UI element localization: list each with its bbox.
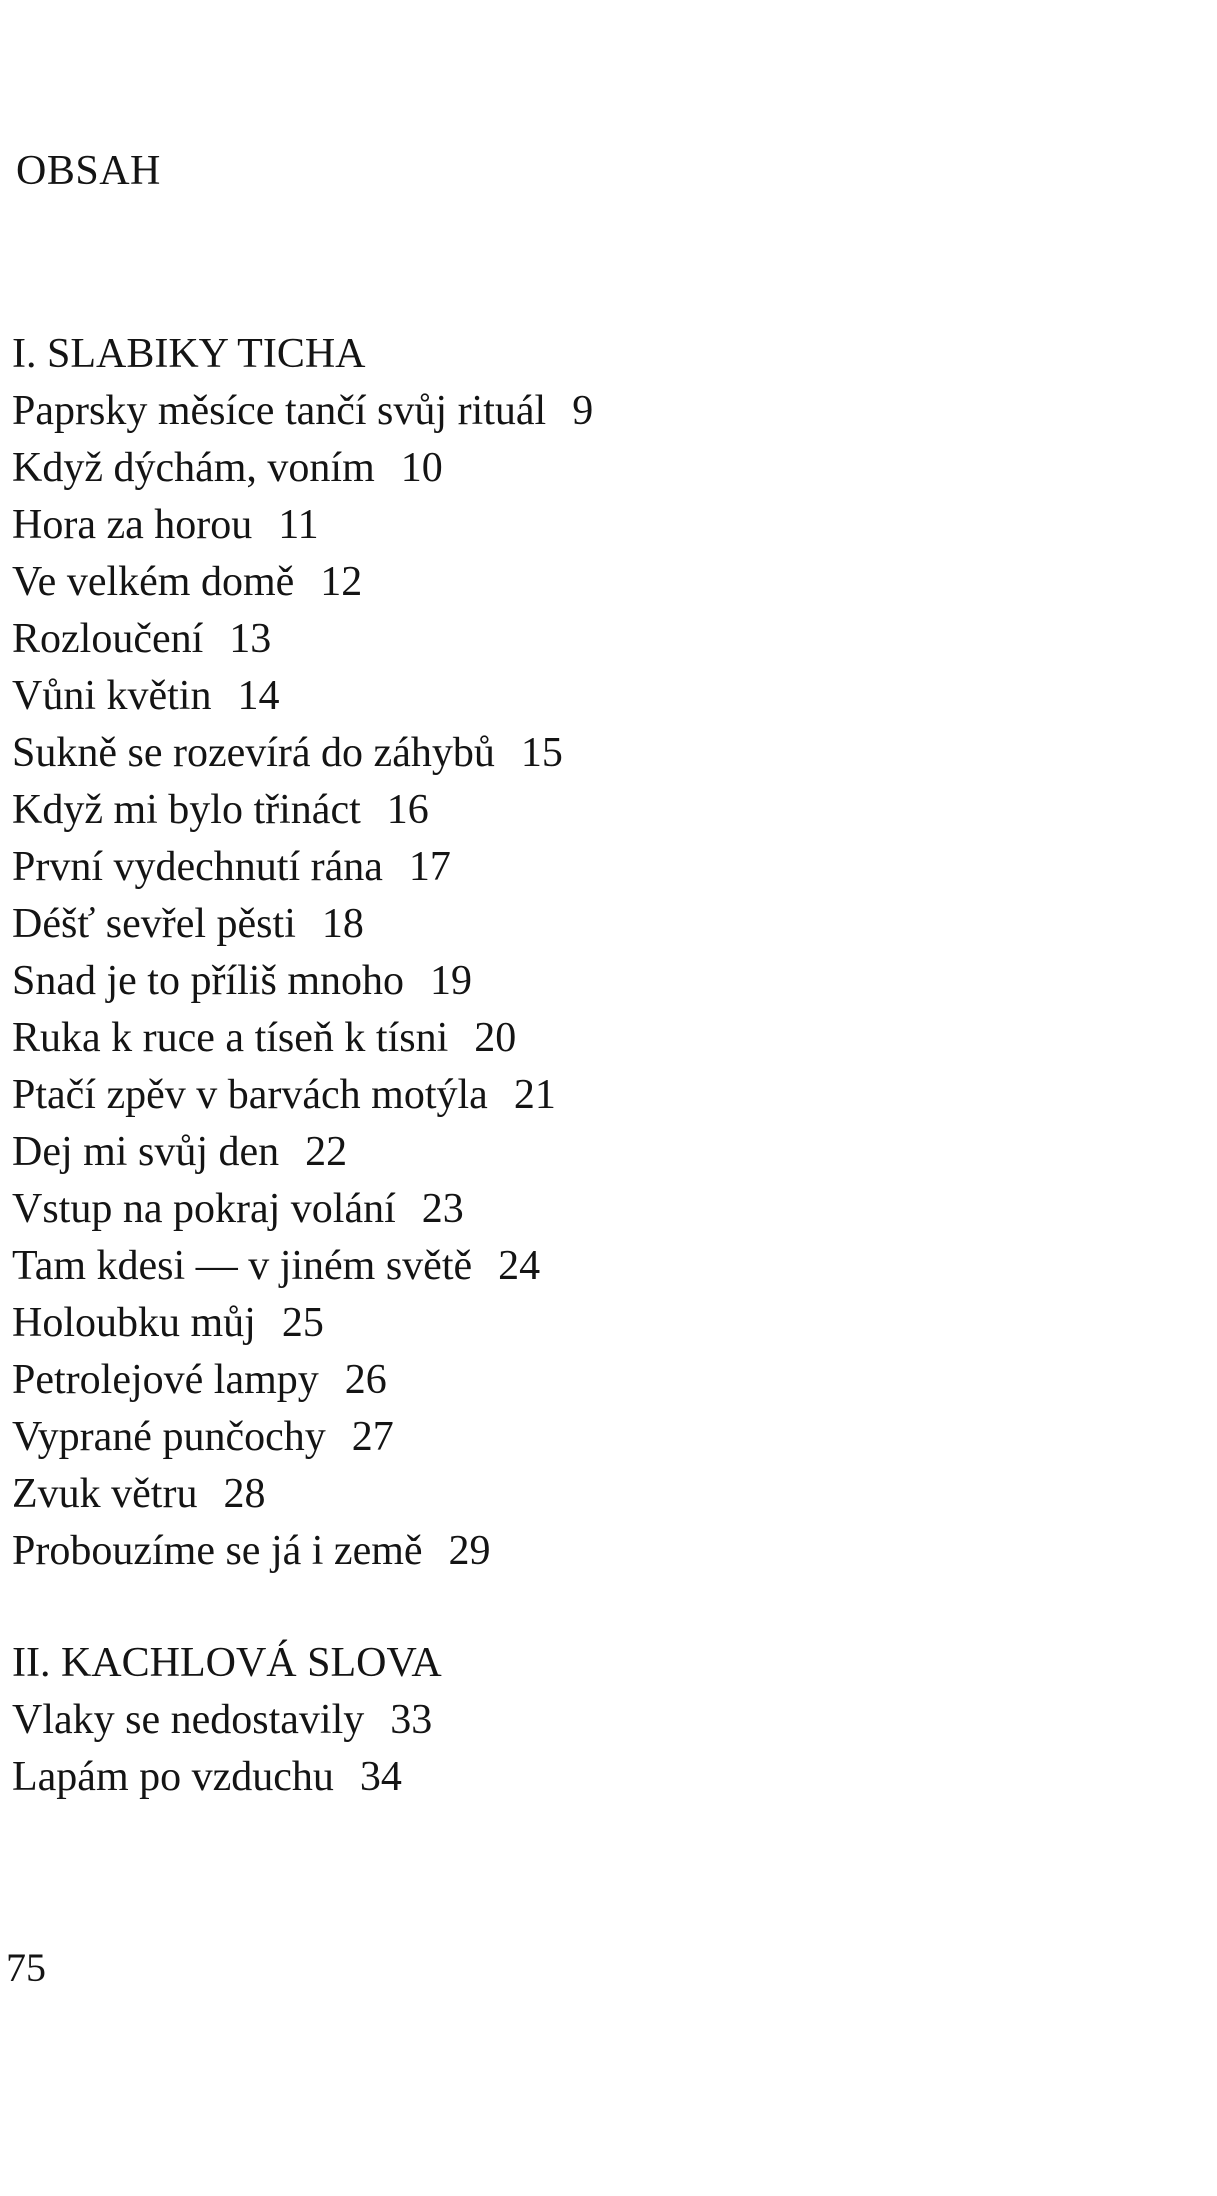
entry-title: Paprsky měsíce tančí svůj rituál [12,388,547,434]
entry-title: Vůni květin [12,673,212,719]
entry-page-number: 13 [229,616,272,662]
entry-title: Holoubku můj [12,1300,256,1346]
toc-entry [12,1409,1192,1466]
entry-title: Vlaky se nedostavily [12,1697,365,1743]
entry-title: Když mi bylo třináct [12,787,361,833]
entry-page-number: 10 [400,445,443,491]
toc-section-1 [12,326,1192,1580]
toc-entry [12,1749,1192,1806]
entry-title: Když dýchám, voním [12,445,375,491]
toc-entry [12,782,1192,839]
entry-title: Petrolejové lampy [12,1357,319,1403]
entry-page-number: 11 [278,502,319,548]
entry-title: První vydechnutí rána [12,844,383,890]
entry-title: Rozloučení [12,616,204,662]
entry-page-number: 34 [359,1754,402,1800]
entry-title: Lapám po vzduchu [12,1754,334,1800]
entry-page-number: 16 [386,787,429,833]
toc-entry [12,497,1192,554]
entry-page-number: 29 [448,1528,491,1574]
entry-page-number: 23 [421,1186,464,1232]
toc-entry [12,1692,1192,1749]
toc-entry [12,1295,1192,1352]
toc-entry [12,1181,1192,1238]
entry-page-number: 27 [351,1414,394,1460]
toc-entry [12,953,1192,1010]
entry-title: Ruka k ruce a tíseň k tísni [12,1015,449,1061]
entry-page-number: 28 [223,1471,266,1517]
entry-page-number: 26 [344,1357,387,1403]
entry-title: Dej mi svůj den [12,1129,280,1175]
entry-page-number: 14 [237,673,280,719]
toc-entry [12,1466,1192,1523]
section-title: II. KACHLOVÁ SLOVA [12,1640,442,1686]
page-number: 75 [6,1945,46,1990]
entry-page-number: 21 [513,1072,556,1118]
section-entries [12,1692,1192,1806]
toc-entry [12,1124,1192,1181]
entry-title: Sukně se rozevírá do záhybů [12,730,495,776]
entry-page-number: 9 [572,388,594,434]
section-title: I. SLABIKY TICHA [12,331,366,377]
toc-entry [12,383,1192,440]
toc-entry [12,896,1192,953]
toc-entry [12,1238,1192,1295]
toc-section-2 [12,1635,1192,1806]
table-of-contents [12,326,1192,1806]
entry-page-number: 20 [474,1015,517,1061]
section-entries [12,383,1192,1580]
entry-page-number: 18 [321,901,364,947]
toc-entry [12,440,1192,497]
entry-page-number: 15 [520,730,563,776]
entry-page-number: 25 [281,1300,324,1346]
entry-title: Vyprané punčochy [12,1414,326,1460]
entry-title: Snad je to příliš mnoho [12,958,404,1004]
entry-title: Hora za horou [12,502,253,548]
toc-entry [12,725,1192,782]
entry-page-number: 33 [390,1697,433,1743]
toc-entry [12,1523,1192,1580]
page-title: OBSAH [16,148,161,194]
entry-page-number: 17 [408,844,451,890]
entry-title: Probouzíme se já i země [12,1528,423,1574]
toc-entry [12,668,1192,725]
entry-page-number: 19 [430,958,472,1004]
entry-title: Zvuk větru [12,1471,198,1517]
entry-title: Tam kdesi — v jiném světě [12,1243,473,1289]
entry-title: Déšť sevřel pěsti [12,901,296,947]
entry-title: Ve velkém domě [12,559,295,605]
entry-page-number: 12 [320,559,363,605]
toc-entry [12,1010,1192,1067]
entry-page-number: 24 [498,1243,541,1289]
toc-entry [12,1352,1192,1409]
toc-entry [12,1067,1192,1124]
entry-title: Ptačí zpěv v barvách motýla [12,1072,488,1118]
entry-title: Vstup na pokraj volání [12,1186,396,1232]
toc-entry [12,839,1192,896]
toc-entry [12,611,1192,668]
entry-page-number: 22 [305,1129,348,1175]
toc-entry [12,554,1192,611]
